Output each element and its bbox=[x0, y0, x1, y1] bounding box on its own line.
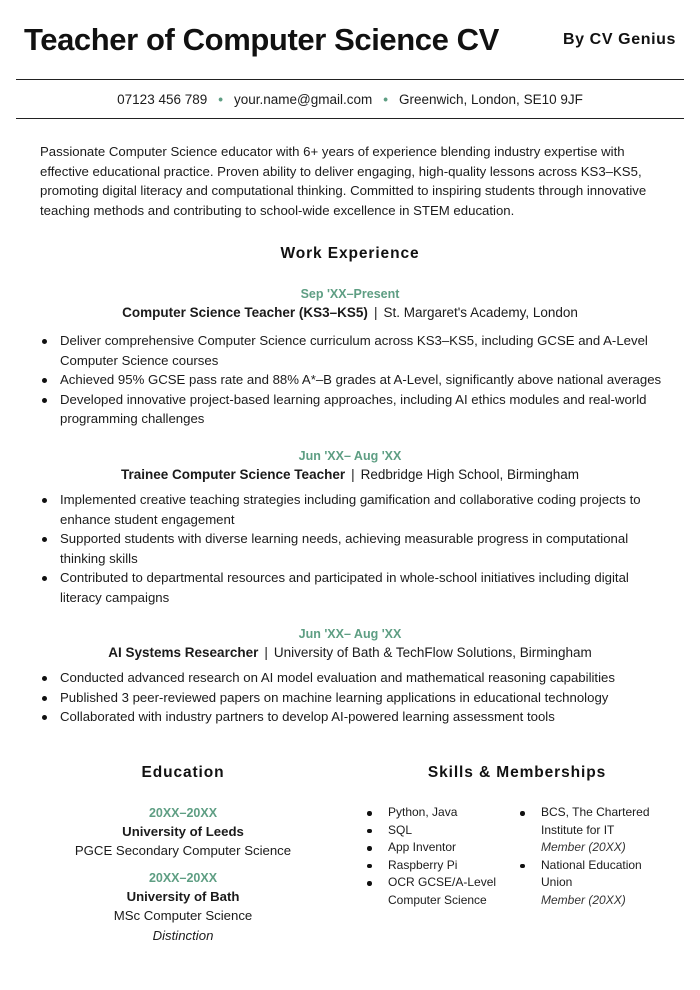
contact-separator: • bbox=[383, 91, 388, 107]
membership-detail: Member (20XX) bbox=[541, 892, 626, 907]
list-item: Deliver comprehensive Computer Science curriculum across KS3–KS5, including GCSE and A-Level Computer Science courses bbox=[40, 331, 670, 370]
skill-item: Raspberry Pi bbox=[364, 857, 504, 875]
job-dates: Jun 'XX– Aug 'XX bbox=[298, 627, 402, 641]
education-note: Distinction bbox=[152, 928, 214, 943]
contact-bar bbox=[16, 79, 684, 119]
education-entry bbox=[40, 870, 326, 946]
education-school: University of Leeds bbox=[122, 824, 244, 839]
skill-item: OCR GCSE/A-Level Computer Science bbox=[364, 874, 504, 909]
list-item: Conducted advanced research on AI model evaluation and mathematical reasoning capabilities bbox=[40, 668, 670, 688]
skill-item: Python, Java bbox=[364, 804, 504, 822]
job-heading bbox=[0, 305, 700, 320]
education-course: PGCE Secondary Computer Science bbox=[74, 843, 292, 858]
contact-separator: • bbox=[218, 91, 223, 107]
membership-name: National Education Union bbox=[541, 857, 642, 890]
job-divider: | bbox=[373, 305, 378, 320]
education-heading: Education bbox=[141, 764, 225, 781]
skills-heading: Skills & Memberships bbox=[427, 764, 607, 781]
membership-name: BCS, The Chartered Institute for IT bbox=[541, 805, 650, 837]
job-divider: | bbox=[351, 467, 355, 482]
work-experience-heading: Work Experience bbox=[280, 245, 420, 262]
job-dates: Jun 'XX– Aug 'XX bbox=[298, 449, 402, 463]
job-employer: Redbridge High School, Birmingham bbox=[360, 467, 579, 482]
list-item: Implemented creative teaching strategies including gamification and collaborative coding projects to enhance student engagement bbox=[40, 490, 670, 529]
cv-header bbox=[0, 0, 700, 80]
membership-item bbox=[517, 804, 667, 857]
list-item: Collaborated with industry partners to develop AI-powered learning assessment tools bbox=[40, 707, 670, 727]
job-heading bbox=[0, 645, 700, 660]
job-dates: Sep 'XX–Present bbox=[300, 287, 400, 301]
skill-item: SQL bbox=[364, 822, 504, 840]
profile-summary: Passionate Computer Science educator with 6+ years of experience blending industry expertise with effective educational practice. Proven ability to deliver engaging, high-quality lessons across KS3–KS5, promoting digital literacy and computational thinking. Committed to inspiring students through innovative teaching methods and contributing to school-wide excellence in STEM education. bbox=[40, 144, 647, 218]
job-role: Trainee Computer Science Teacher bbox=[121, 467, 346, 482]
job-divider: | bbox=[264, 645, 268, 660]
education-years: 20XX–20XX bbox=[148, 806, 218, 820]
job-bullets bbox=[40, 668, 670, 727]
memberships-list bbox=[517, 804, 667, 910]
contact-location: Greenwich, London, SE10 9JF bbox=[398, 91, 583, 107]
cv-byline: By CV Genius bbox=[562, 31, 676, 48]
education-years: 20XX–20XX bbox=[148, 871, 218, 885]
job-bullets bbox=[40, 331, 670, 429]
education-course: MSc Computer Science bbox=[113, 908, 253, 923]
job-role: Computer Science Teacher (KS3–KS5) bbox=[122, 305, 368, 320]
membership-item bbox=[517, 857, 667, 910]
skill-item: App Inventor bbox=[364, 839, 504, 857]
job-employer: University of Bath & TechFlow Solutions, Birmingham bbox=[273, 645, 592, 660]
education-school: University of Bath bbox=[126, 889, 240, 904]
contact-phone: 07123 456 789 bbox=[117, 91, 208, 107]
skills-list bbox=[364, 804, 504, 910]
cv-title: Teacher of Computer Science CV bbox=[24, 22, 499, 57]
list-item: Supported students with diverse learning needs, achieving measurable progress in computational thinking skills bbox=[40, 529, 670, 568]
job-bullets bbox=[40, 490, 670, 608]
membership-detail: Member (20XX) bbox=[541, 840, 626, 855]
list-item: Achieved 95% GCSE pass rate and 88% A*–B grades at A-Level, significantly above national averages bbox=[40, 370, 670, 390]
job-heading bbox=[0, 467, 700, 482]
education-entry bbox=[40, 805, 326, 861]
list-item: Contributed to departmental resources and participated in whole-school initiatives including digital literacy campaigns bbox=[40, 568, 670, 607]
job-role: AI Systems Researcher bbox=[108, 645, 259, 660]
list-item: Published 3 peer-reviewed papers on machine learning applications in educational technology bbox=[40, 688, 670, 708]
contact-email: your.name@gmail.com bbox=[233, 91, 373, 107]
job-employer: St. Margaret's Academy, London bbox=[383, 305, 578, 320]
list-item: Developed innovative project-based learning approaches, including AI ethics modules and real-world programming challenges bbox=[40, 390, 670, 429]
